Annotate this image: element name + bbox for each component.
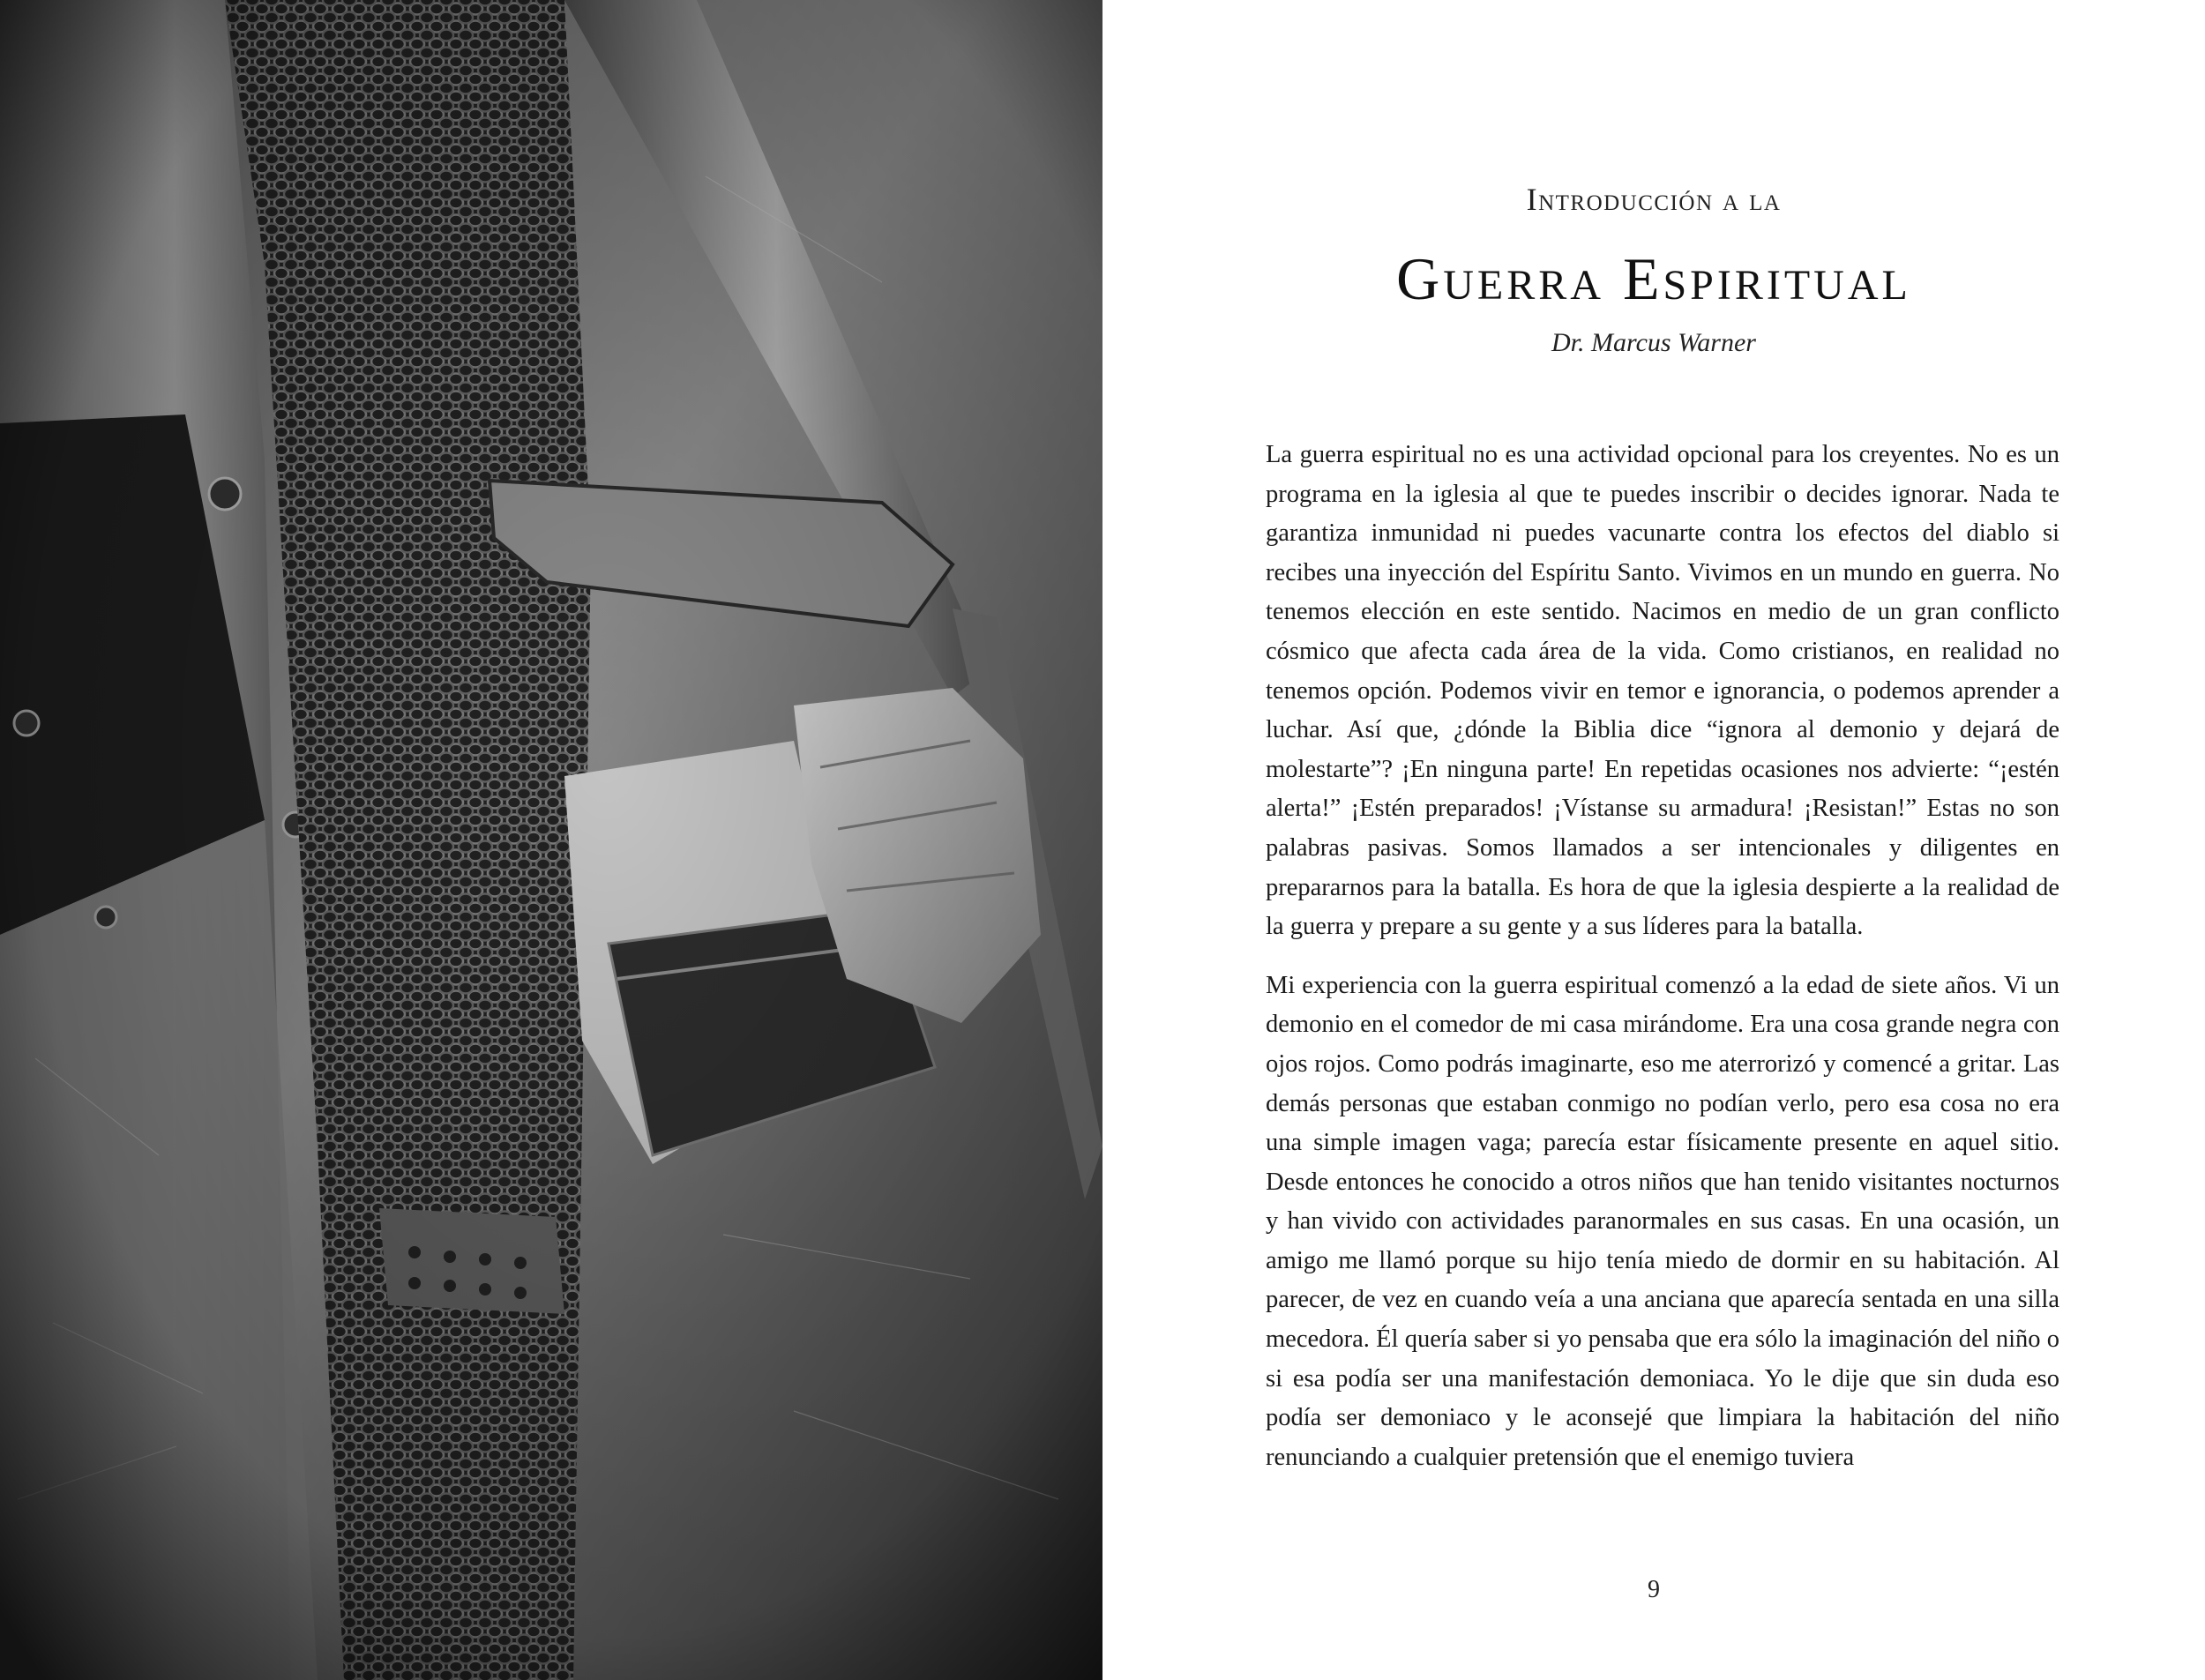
- knight-chainmail-sword-photo: [0, 0, 1102, 1680]
- chapter-title: Guerra Espiritual: [1396, 245, 1911, 312]
- chapter-body: [1266, 436, 2059, 1497]
- chapter-author: Dr. Marcus Warner: [1551, 328, 1756, 357]
- chapter-kicker: Introducción a la: [1526, 182, 1782, 217]
- text-page: [1102, 0, 2205, 1680]
- photo-illustration: [0, 0, 1102, 1680]
- paragraph: La guerra espiritual no es una actividad opcional para los creyentes. No es un programa en la iglesia al que te puedes inscribir o decides ignorar. Nada te garantiza inmunidad ni puedes vacunarte contra los efectos del diablo si recibes una inyección del Espíritu Santo. Vivimos en un mundo en guerra. No tenemos elección en este sentido. Nacimos en medio de un gran conflicto cósmico que afecta cada área de la vida. Como cristianos, en realidad no tenemos opción. Podemos vivir en temor e ignorancia, o podemos aprender a luchar. Así que, ¿dónde la Biblia dice “ignora al demonio y dejará de molestarte”? ¡En ninguna parte! En repetidas ocasiones nos advierte: “¡estén alerta!” ¡Estén preparados! ¡Vístanse su armadura! ¡Resistan!” Estas no son palabras pasivas. Somos llamados a ser intencionales y diligentes en prepararnos para la batalla. Es hora de que la iglesia despierte a la realidad de la guerra y prepare a su gente y a sus líderes para la batalla.: [1266, 441, 2059, 941]
- page-number: 9: [1648, 1576, 1660, 1603]
- paragraph: Mi experiencia con la guerra espiritual comenzó a la edad de siete años. Vi un demonio en el comedor de mi casa mirándome. Era una cosa grande negra con ojos rojos. Como podrás imaginarte, eso me aterrorizó y comencé a gritar. Las demás personas que estaban conmigo no podían verlo, pero esa cosa no era una simple imagen vaga; parecía estar físicamente presente en aquel sitio. Desde entonces he conocido a otros niños que han tenido visitantes nocturnos y han vivido con actividades paranormales en sus casas. En una ocasión, un amigo me llamó porque su hijo tenía miedo de dormir en su habitación. Al parecer, de vez en cuando veía a una anciana que aparecía sentada en una silla mecedora. Él quería saber si yo pensaba que era sólo la imaginación del niño o si esa podía ser una manifestación demoniaca. Yo le dije que sin duda eso podía ser demoniaco y le aconsejé que limpiara la habitación del niño renunciando a cualquier pretensión que el enemigo tuviera: [1266, 971, 2059, 1471]
